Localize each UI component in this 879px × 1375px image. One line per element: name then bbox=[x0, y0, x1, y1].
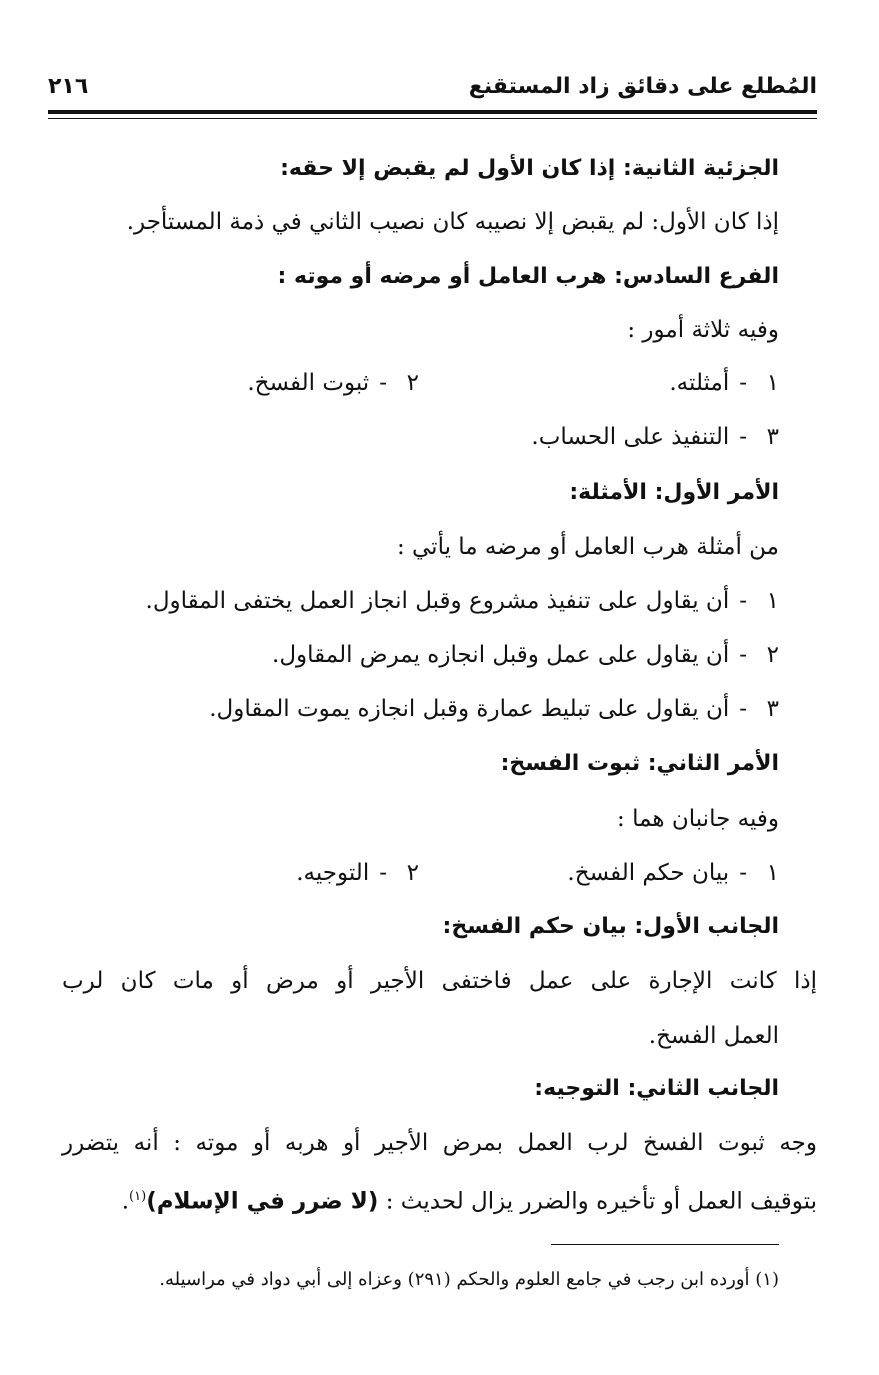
list-number: ١ bbox=[766, 860, 779, 886]
list-item: ٣-التنفيذ على الحساب. bbox=[531, 420, 779, 454]
list-item: ١-أمثلته. bbox=[669, 366, 779, 400]
running-title: المُطلع على دقائق زاد المستقنع bbox=[468, 74, 817, 99]
list-item: ٢-التوجيه. bbox=[296, 856, 419, 890]
list-text: أمثلته. bbox=[669, 370, 730, 396]
list-text: بيان حكم الفسخ. bbox=[567, 860, 730, 886]
section-heading: الأمر الأول: الأمثلة: bbox=[569, 480, 779, 505]
list-item: ١-أن يقاول على تنفيذ مشروع وقبل انجاز العمل يختفى المقاول. bbox=[146, 584, 779, 618]
list-item: ٢-أن يقاول على عمل وقبل انجازه يمرض المقاول. bbox=[272, 638, 779, 672]
section-heading: الفرع السادس: هرب العامل أو مرضه أو موته : bbox=[277, 264, 779, 289]
paragraph: إذا كان الأول: لم يقبض إلا نصيبه كان نصيب الثاني في ذمة المستأجر. bbox=[126, 209, 779, 235]
footnote: (١) أورده ابن رجب في جامع العلوم والحكم (٢٩١) وعزاه إلى أبي دواد في مراسيله. bbox=[159, 1269, 779, 1290]
list-item: ٣-أن يقاول على تبليط عمارة وقبل انجازه يموت المقاول. bbox=[209, 692, 779, 726]
page-number: ٢١٦ bbox=[48, 74, 89, 99]
list-text: أن يقاول على تبليط عمارة وقبل انجازه يموت المقاول. bbox=[209, 696, 730, 722]
list-text: ثبوت الفسخ. bbox=[247, 370, 370, 396]
list-text: أن يقاول على عمل وقبل انجازه يمرض المقاول. bbox=[272, 642, 730, 668]
header-rule-thin bbox=[48, 118, 817, 119]
paragraph-line bbox=[122, 1180, 817, 1219]
list-text: أن يقاول على تنفيذ مشروع وقبل انجاز العمل يختفى المقاول. bbox=[145, 588, 730, 614]
paragraph: وفيه جانبان هما : bbox=[617, 806, 779, 832]
paragraph: من أمثلة هرب العامل أو مرضه ما يأتي : bbox=[396, 534, 779, 560]
header-rule-thick bbox=[48, 110, 817, 114]
paragraph-text: بتوقيف العمل أو تأخيره والضرر يزال لحديث : bbox=[385, 1188, 817, 1215]
footnote-rule bbox=[551, 1244, 779, 1245]
list-item: ١-بيان حكم الفسخ. bbox=[567, 856, 779, 890]
list-number: ١ bbox=[766, 588, 779, 614]
period: . bbox=[121, 1188, 130, 1215]
sub-heading: الجانب الثاني: التوجيه: bbox=[534, 1076, 779, 1101]
list-text: التنفيذ على الحساب. bbox=[531, 424, 730, 450]
sub-heading: الجزئية الثانية: إذا كان الأول لم يقبض إلا حقه: bbox=[280, 156, 779, 181]
paragraph-line: وجه ثبوت الفسخ لرب العمل بمرض الأجير أو هربه أو موته : أنه يتضرر bbox=[62, 1130, 817, 1156]
section-heading: الأمر الثاني: ثبوت الفسخ: bbox=[500, 751, 779, 776]
list-number: ٢ bbox=[406, 370, 419, 396]
paragraph-line: العمل الفسخ. bbox=[648, 1023, 779, 1049]
list-item: ٢-ثبوت الفسخ. bbox=[247, 366, 419, 400]
list-number: ٢ bbox=[406, 860, 419, 886]
sub-heading: الجانب الأول: بيان حكم الفسخ: bbox=[442, 914, 779, 939]
list-number: ٢ bbox=[766, 642, 779, 668]
list-text: التوجيه. bbox=[296, 860, 370, 886]
paragraph: وفيه ثلاثة أمور : bbox=[627, 317, 779, 343]
list-number: ١ bbox=[766, 370, 779, 396]
footnote-marker: (١) bbox=[129, 1189, 147, 1204]
paragraph-line: إذا كانت الإجارة على عمل فاختفى الأجير أو مرض أو مات كان لرب bbox=[62, 968, 817, 994]
page-header bbox=[48, 72, 817, 108]
list-number: ٣ bbox=[766, 424, 779, 450]
hadith-quote: (لا ضرر في الإسلام) bbox=[146, 1188, 379, 1215]
list-number: ٣ bbox=[766, 696, 779, 722]
